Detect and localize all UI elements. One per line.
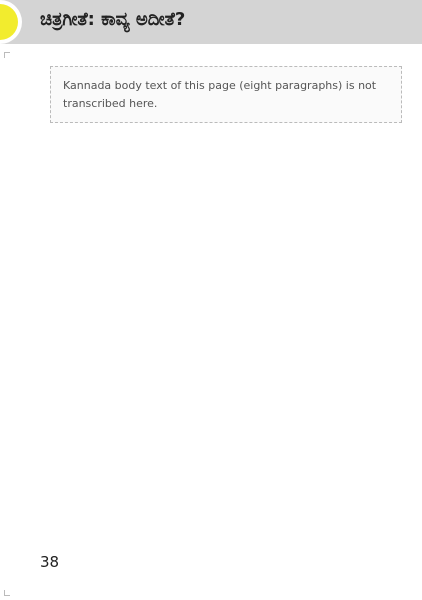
- body-text: [50, 66, 402, 544]
- untranscribed-text-notice: Kannada body text of this page (eight paragraphs) is not transcribed here.: [50, 66, 402, 123]
- page-number: 38: [40, 553, 60, 571]
- chapter-title: ಚಿತ್ರಗೀತೆ: ಕಾವ್ಯ ಅದೀತೆ?: [40, 9, 186, 30]
- crop-mark-bottom-left: [4, 590, 10, 596]
- crop-mark-top-left: [4, 52, 10, 58]
